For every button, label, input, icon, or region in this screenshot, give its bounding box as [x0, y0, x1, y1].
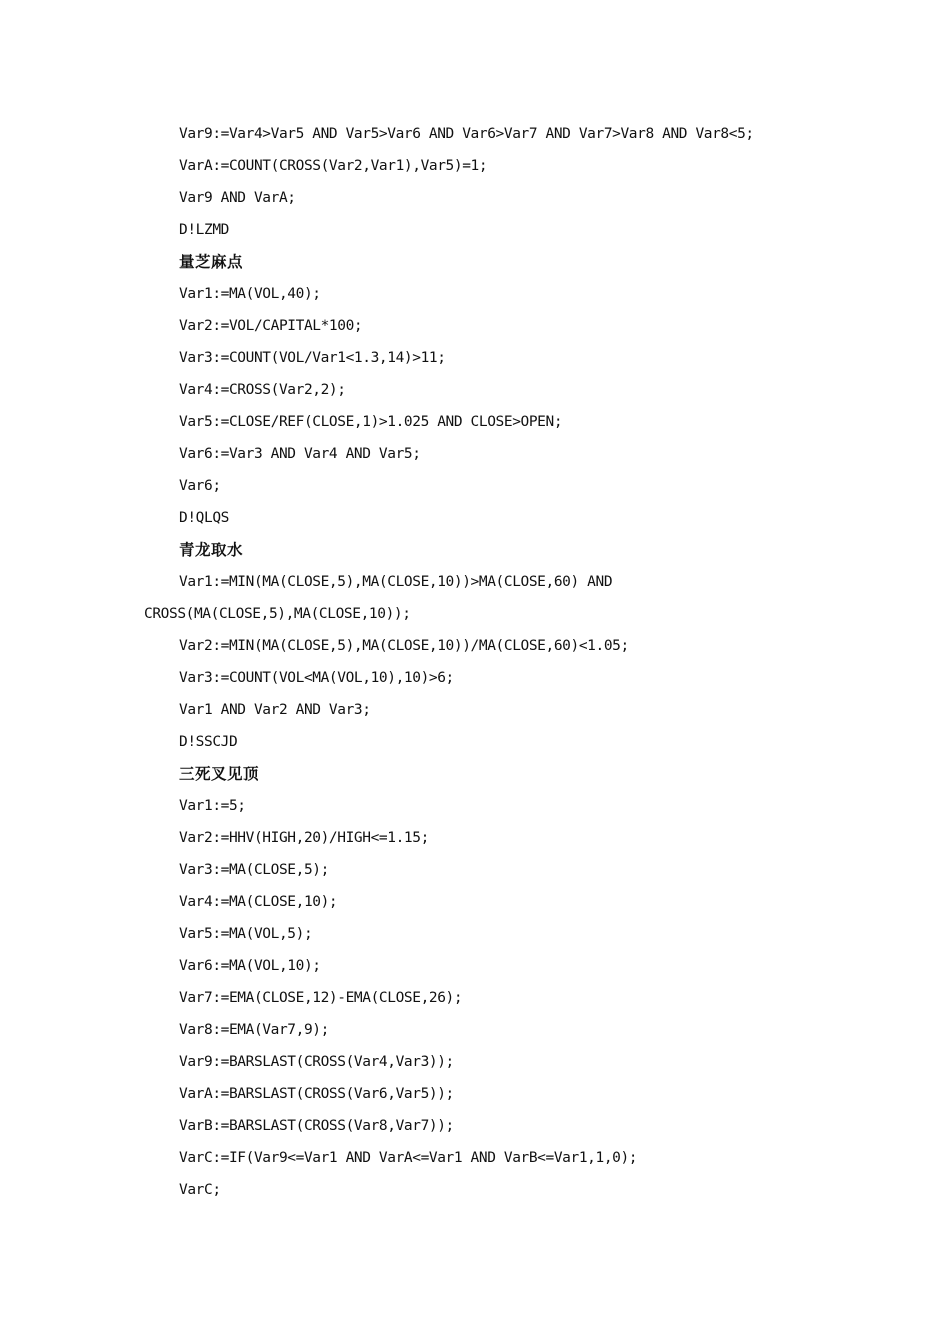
- code-line: Var3:=COUNT(VOL<MA(VOL,10),10)>6;: [179, 670, 454, 686]
- code-line: Var6:=MA(VOL,10);: [179, 958, 321, 974]
- code-line: Var3:=MA(CLOSE,5);: [179, 862, 329, 878]
- code-line: Var9 AND VarA;: [179, 190, 296, 206]
- code-line: Var5:=MA(VOL,5);: [179, 926, 313, 942]
- code-line: D!LZMD: [179, 222, 229, 238]
- code-line: Var3:=COUNT(VOL/Var1<1.3,14)>11;: [179, 350, 446, 366]
- code-line-continuation: CROSS(MA(CLOSE,5),MA(CLOSE,10));: [144, 606, 411, 622]
- code-line: Var5:=CLOSE/REF(CLOSE,1)>1.025 AND CLOSE>OPEN;: [179, 414, 563, 430]
- code-line: Var2:=MIN(MA(CLOSE,5),MA(CLOSE,10))/MA(CLOSE,60)<1.05;: [179, 638, 629, 654]
- code-line: Var9:=BARSLAST(CROSS(Var4,Var3));: [179, 1054, 454, 1070]
- code-line: Var1:=MA(VOL,40);: [179, 286, 321, 302]
- code-line: VarA:=BARSLAST(CROSS(Var6,Var5));: [179, 1086, 454, 1102]
- code-line: Var9:=Var4>Var5 AND Var5>Var6 AND Var6>Var7 AND Var7>Var8 AND Var8<5;: [179, 126, 754, 142]
- document-body: [144, 118, 824, 1206]
- code-line: Var1 AND Var2 AND Var3;: [179, 702, 371, 718]
- code-line: Var2:=HHV(HIGH,20)/HIGH<=1.15;: [179, 830, 429, 846]
- code-line: Var1:=5;: [179, 798, 246, 814]
- code-line: Var6;: [179, 478, 221, 494]
- code-line: Var4:=MA(CLOSE,10);: [179, 894, 338, 910]
- code-line: Var4:=CROSS(Var2,2);: [179, 382, 346, 398]
- code-line: Var2:=VOL/CAPITAL*100;: [179, 318, 363, 334]
- code-line: D!SSCJD: [179, 734, 238, 750]
- code-line: VarB:=BARSLAST(CROSS(Var8,Var7));: [179, 1118, 454, 1134]
- code-line: Var6:=Var3 AND Var4 AND Var5;: [179, 446, 421, 462]
- code-line: Var7:=EMA(CLOSE,12)-EMA(CLOSE,26);: [179, 990, 463, 1006]
- code-line: VarA:=COUNT(CROSS(Var2,Var1),Var5)=1;: [179, 158, 488, 174]
- code-line: Var8:=EMA(Var7,9);: [179, 1022, 329, 1038]
- code-line: Var1:=MIN(MA(CLOSE,5),MA(CLOSE,10))>MA(CLOSE,60) AND: [179, 574, 613, 590]
- section-heading: 量芝麻点: [179, 253, 244, 271]
- code-line: D!QLQS: [179, 510, 229, 526]
- section-heading: 青龙取水: [179, 541, 244, 559]
- code-line: VarC;: [179, 1182, 221, 1198]
- code-line: VarC:=IF(Var9<=Var1 AND VarA<=Var1 AND VarB<=Var1,1,0);: [179, 1150, 638, 1166]
- section-heading: 三死叉见顶: [179, 765, 260, 783]
